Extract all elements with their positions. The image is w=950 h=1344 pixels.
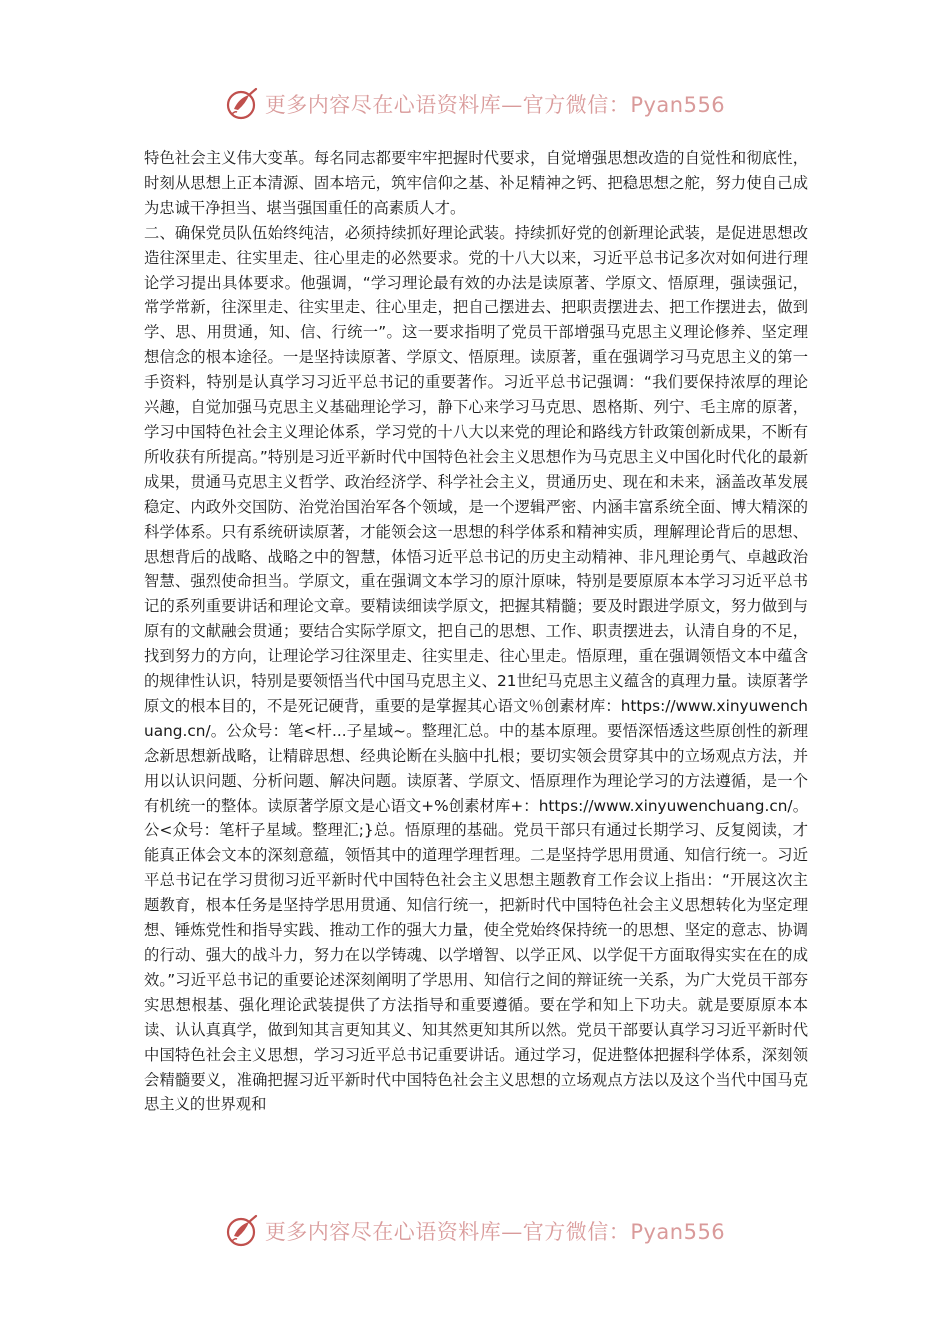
- banner-text: 更多内容尽在心语资料库—官方微信：Pyan556: [264, 1220, 726, 1244]
- footer-banner: [0, 1209, 950, 1253]
- header-banner: [0, 82, 950, 126]
- article-body: [144, 146, 808, 1117]
- paragraph-1: 特色社会主义伟大变革。每名同志都要牢牢把握时代要求，自觉增强思想改造的自觉性和彻底性，时刻从思想上正本清源、固本培元，筑牢信仰之基、补足精神之钙、把稳思想之舵，努力使自己成为忠诚干净担当、堪当强国重任的高素质人才。: [144, 149, 808, 217]
- wechat-handle: Pyan556: [630, 93, 726, 117]
- wechat-handle: Pyan556: [630, 1220, 726, 1244]
- banner-text: 更多内容尽在心语资料库—官方微信：Pyan556: [264, 93, 726, 117]
- paragraph-2: 二、确保党员队伍始终纯洁，必须持续抓好理论武装。持续抓好党的创新理论武装，是促进思想改造往深里走、往实里走、往心里走的必然要求。党的十八大以来，习近平总书记多次对如何进行理论学习提出具体要求。他强调，“学习理论最有效的办法是读原著、学原文、悟原理，强读强记，常学常新，往深里走、往实里走、往心里走，把自己摆进去、把职责摆进去、把工作摆进去，做到学、思、用贯通，知、信、行统一”。这一要求指明了党员干部增强马克思主义理论修养、坚定理想信念的根本途径。一是坚持读原著、学原文、悟原理。读原著，重在强调学习马克思主义的第一手资料，特别是认真学习习近平总书记的重要著作。习近平总书记强调：“我们要保持浓厚的理论兴趣，自觉加强马克思主义基础理论学习，静下心来学习马克思、恩格斯、列宁、毛主席的原著，学习中国特色社会主义理论体系，学习党的十八大以来党的理论和路线方针政策创新成果，不断有所收获有所提高。”特别是习近平新时代中国特色社会主义思想作为马克思主义中国化时代化的最新成果，贯通马克思主义哲学、政治经济学、科学社会主义，贯通历史、现在和未来，涵盖改革发展稳定、内政外交国防、治党治国治军各个领域，是一个逻辑严密、内涵丰富系统全面、博大精深的科学体系。只有系统研读原著，才能领会这一思想的科学体系和精神实质，理解理论背后的思想、思想背后的战略、战略之中的智慧，体悟习近平总书记的历史主动精神、非凡理论勇气、卓越政治智慧、强烈使命担当。学原文，重在强调文本学习的原汁原味，特别是要原原本本学习习近平总书记的系列重要讲话和理论文章。要精读细读学原文，把握其精髓；要及时跟进学原文，努力做到与原有的文献融会贯通；要结合实际学原文，把自己的思想、工作、职责摆进去，认清自身的不足，找到努力的方向，让理论学习往深里走、往实里走、往心里走。悟原理，重在强调领悟文本中蕴含的规律性认识，特别是要领悟当代中国马克思主义、21世纪马克思主义蕴含的真理力量。读原著学原文的根本目的，不是死记硬背，重要的是掌握其心语文％创素材库：https://www.xinyuwenchuang.cn/。公众号：笔<杆...子星域~。整理汇总。中的基本原理。要悟深悟透这些原创性的新理念新思想新战略，让精辟思想、经典论断在头脑中扎根；要切实领会贯穿其中的立场观点方法，并用以认识问题、分析问题、解决问题。读原著、学原文、悟原理作为理论学习的方法遵循，是一个有机统一的整体。读原著学原文是心语文+%创素材库+：https://www.xinyuwenchuang.cn/。公<众号：笔杆子星域。整理汇;}总。悟原理的基础。党员干部只有通过长期学习、反复阅读，才能真正体会文本的深刻意蕴，领悟其中的道理学理哲理。二是坚持学思用贯通、知信行统一。习近平总书记在学习贯彻习近平新时代中国特色社会主义思想主题教育工作会议上指出：“开展这次主题教育，根本任务是坚持学思用贯通、知信行统一，把新时代中国特色社会主义思想转化为坚定理想、锤炼党性和指导实践、推动工作的强大力量，使全党始终保持统一的思想、坚定的意志、协调的行动、强大的战斗力，努力在以学铸魂、以学增智、以学正风、以学促干方面取得实实在在的成效。”习近平总书记的重要论述深刻阐明了学思用、知信行之间的辩证统一关系，为广大党员干部夯实思想根基、强化理论武装提供了方法指导和重要遵循。要在学和知上下功夫。就是要原原本本读、认认真真学，做到知其言更知其义、知其然更知其所以然。党员干部要认真学习习近平新时代中国特色社会主义思想，学习习近平总书记重要讲话。通过学习，促进整体把握科学体系，深刻领会精髓要义，准确把握习近平新时代中国特色社会主义思想的立场观点方法以及这个当代中国马克思主义的世界观和: [144, 223, 808, 1114]
- pen-logo-icon: [225, 86, 261, 122]
- pen-logo-icon: [225, 1213, 261, 1249]
